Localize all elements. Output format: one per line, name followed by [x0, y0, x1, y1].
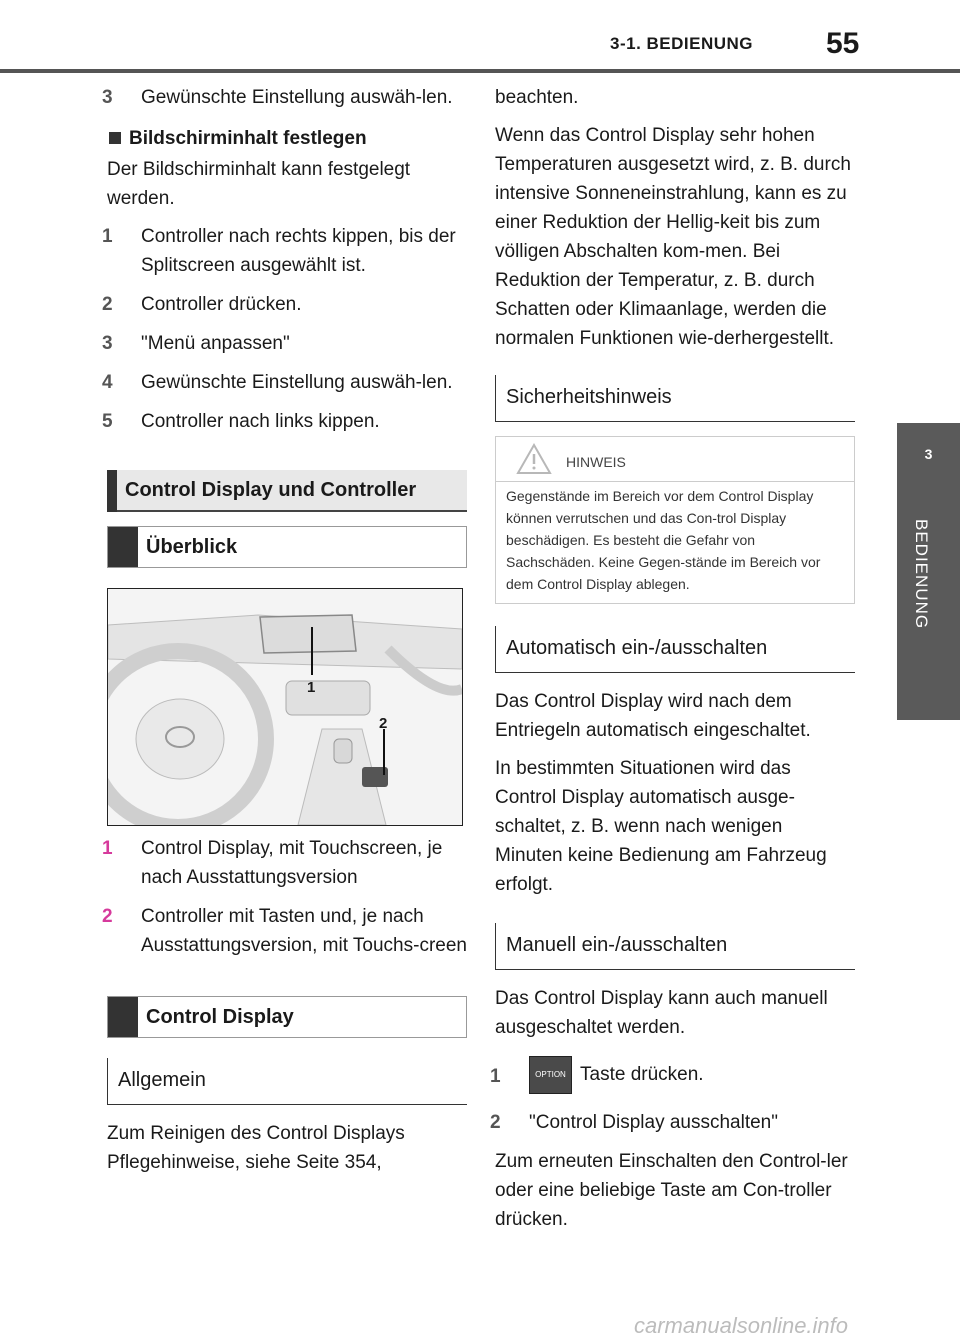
option-button-icon: OPTION	[529, 1056, 572, 1094]
legend-number: 1	[102, 838, 113, 859]
step-text: "Control Display ausschalten"	[529, 1112, 778, 1133]
paragraph: Der Bildschirminhalt kann festgelegt werden.	[107, 159, 411, 209]
step-text	[529, 1056, 855, 1094]
section-heading-display	[107, 996, 467, 1038]
step-item	[102, 368, 467, 397]
step-number: 4	[102, 372, 113, 393]
paragraph: Wenn das Control Display sehr hohen Temperaturen ausgesetzt wird, z. B. durch intensive Sonneneinstrahlung, kann es zu einer Reduktion der Hellig-keit bis zum völligen Abschalten kom-men. Bei Reduktion der Temperatur, z. B. durch Schatten oder Klimaanlage, werden die normalen Funktionen wie-derhergestellt.	[495, 125, 851, 349]
chapter-tab[interactable]	[897, 423, 960, 720]
step-item	[102, 290, 467, 319]
legend-text: Controller mit Tasten und, je nach Ausstattungsversion, mit Touchs-creen	[141, 906, 467, 956]
section-heading-main	[107, 470, 467, 512]
paragraph: In bestimmten Situationen wird das Control Display automatisch ausge-schaltet, z. B. wenn nach wenigen Minuten keine Bedienung am Fahrzeug erfolgt.	[495, 758, 827, 895]
section-heading-text: Sicherheitshinweis	[506, 386, 672, 408]
step-text-label: Taste drücken.	[580, 1064, 704, 1086]
chapter-label: BEDIENUNG	[912, 519, 931, 630]
section-heading-text: Allgemein	[118, 1069, 206, 1091]
step-number: 3	[102, 333, 113, 354]
step-text: Gewünschte Einstellung auswäh-len.	[141, 372, 453, 393]
header-rule	[0, 69, 960, 73]
cockpit-illustration	[107, 588, 463, 826]
paragraph: beachten.	[495, 87, 579, 108]
callout-label-1: 1	[307, 679, 316, 696]
step-number: 2	[102, 294, 113, 315]
section-heading-auto	[495, 626, 855, 673]
warning-triangle-icon	[516, 443, 552, 475]
notice-header	[496, 437, 854, 482]
section-heading-text: Control Display	[146, 1006, 294, 1028]
notice-body: Gegenstände im Bereich vor dem Control Display können verrutschen und das Con-trol Display beschädigen. Es besteht die Gefahr von Sachschäden. Keine Gegen-stände im Bereich vor dem Control Display ablegen.	[506, 488, 821, 592]
cockpit-drawing	[108, 589, 462, 825]
heading-marker	[108, 527, 138, 567]
heading-marker	[108, 997, 138, 1037]
step-text: Gewünschte Einstellung auswäh-len.	[141, 87, 453, 108]
section-heading-text: Manuell ein-/ausschalten	[506, 934, 728, 956]
step-number: 1	[490, 1066, 501, 1087]
section-heading-text: Automatisch ein-/ausschalten	[506, 637, 768, 659]
step-number: 2	[490, 1112, 501, 1133]
left-column	[102, 83, 467, 1186]
chapter-number: 3	[924, 446, 933, 462]
section-heading-overview	[107, 526, 467, 568]
step-item	[102, 222, 467, 280]
paragraph: Das Control Display kann auch manuell ausgeschaltet werden.	[495, 988, 828, 1038]
section-heading-text: Control Display und Controller	[125, 479, 417, 501]
legend-number: 2	[102, 906, 113, 927]
step-text: "Menü anpassen"	[141, 333, 290, 354]
paragraph: Zum erneuten Einschalten den Control-ler oder eine beliebige Taste am Con-troller drücken.	[495, 1151, 848, 1230]
subheading	[107, 124, 467, 153]
notice-title: HINWEIS	[566, 454, 626, 470]
step-item	[102, 83, 467, 112]
notice-box	[495, 436, 855, 604]
step-number: 5	[102, 411, 113, 432]
section-heading-manual	[495, 923, 855, 970]
callout-label-2: 2	[379, 715, 388, 732]
section-heading-safety	[495, 375, 855, 422]
section-heading-general	[107, 1058, 467, 1105]
step-item	[490, 1056, 855, 1094]
step-item	[490, 1108, 855, 1137]
step-item	[102, 407, 467, 436]
right-column	[490, 83, 855, 1243]
step-number: 1	[102, 226, 113, 247]
step-text: Controller drücken.	[141, 294, 302, 315]
header-section-title: 3-1. BEDIENUNG	[610, 34, 754, 53]
subheading-text: Bildschirminhalt festlegen	[129, 128, 367, 149]
paragraph: Das Control Display wird nach dem Entriegeln automatisch eingeschaltet.	[495, 691, 811, 741]
step-number: 3	[102, 87, 113, 108]
heading-marker	[107, 470, 117, 512]
legend-text: Control Display, mit Touchscreen, je nach Ausstattungsversion	[141, 838, 443, 888]
step-text: Controller nach links kippen.	[141, 411, 380, 432]
square-bullet-icon	[109, 132, 121, 144]
section-heading-text: Überblick	[146, 536, 238, 558]
page-number: 55	[826, 27, 860, 60]
step-text: Controller nach rechts kippen, bis der Splitscreen ausgewählt ist.	[141, 226, 456, 276]
watermark: carmanualsonline.info	[634, 1313, 849, 1338]
legend-item	[102, 902, 467, 960]
legend-item	[102, 834, 467, 892]
step-item	[102, 329, 467, 358]
paragraph: Zum Reinigen des Control Displays Pflegehinweise, siehe Seite 354,	[107, 1123, 405, 1173]
